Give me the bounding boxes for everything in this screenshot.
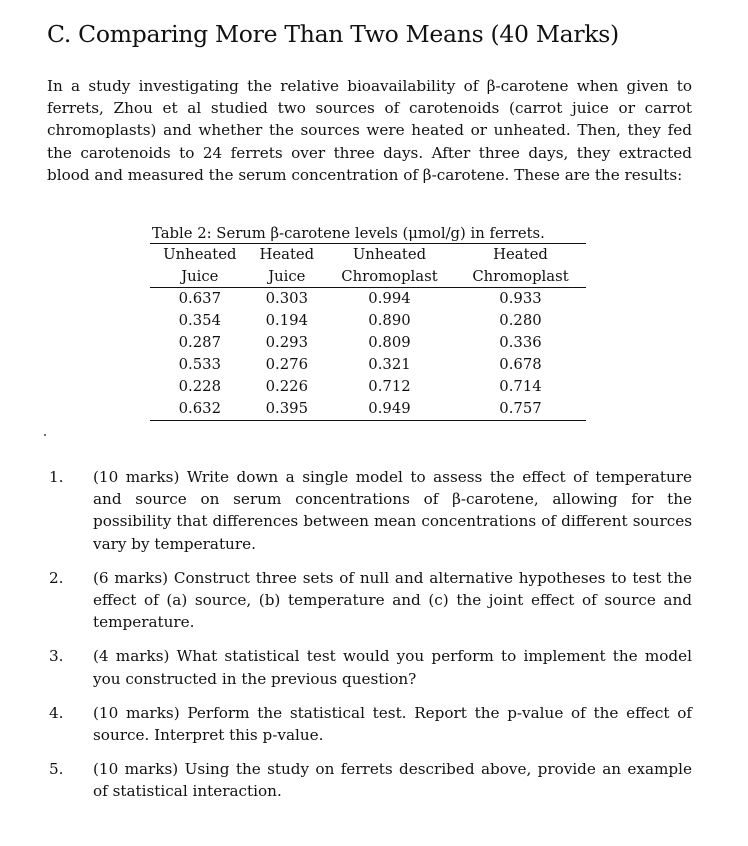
table-caption: Table 2: Serum β-carotene levels (μmol/g) in ferrets. <box>152 225 545 242</box>
column-header: Unheated <box>352 246 427 263</box>
table-cell: 0.933 <box>499 290 542 307</box>
question-item <box>47 466 692 555</box>
table-row <box>150 376 586 398</box>
question-text: (6 marks) Construct three sets of null and alternative hypotheses to test the effect of (a) source, (b) temperature and (c) the joint effect of source and temperature. <box>93 568 692 632</box>
question-text: (4 marks) What statistical test would you perform to implement the model you constructed in the previous question? <box>93 647 692 688</box>
table-cell: 0.303 <box>265 290 308 307</box>
question-item <box>47 645 692 689</box>
results-table <box>150 243 586 421</box>
table-cell: 0.949 <box>368 400 411 417</box>
table-cell: 0.678 <box>499 356 542 373</box>
section-title: C. Comparing More Than Two Means (40 Marks) <box>47 20 619 48</box>
column-header: Juice <box>150 266 250 288</box>
table-cell: 0.287 <box>178 334 222 351</box>
table-cell: 0.637 <box>178 290 222 307</box>
table-cell: 0.632 <box>178 400 222 417</box>
table-row <box>150 288 586 311</box>
table-cell: 0.533 <box>178 356 222 373</box>
table-row <box>150 332 586 354</box>
table-cell: 0.293 <box>265 334 308 351</box>
table-cell: 0.280 <box>499 312 542 329</box>
table-cell: 0.757 <box>499 400 542 417</box>
question-number: 1. <box>49 468 64 486</box>
column-header: Chromoplast <box>324 266 455 288</box>
question-list <box>47 466 692 815</box>
table-row <box>150 354 586 376</box>
question-number: 5. <box>49 760 64 779</box>
column-header: Heated <box>259 246 315 263</box>
question-item <box>47 758 692 802</box>
table-cell: 0.336 <box>499 334 542 351</box>
question-number: 2. <box>49 568 64 587</box>
table-cell: 0.890 <box>368 312 411 329</box>
column-header: Heated <box>493 246 548 263</box>
column-header: Chromoplast <box>455 266 586 288</box>
table-cell: 0.354 <box>178 312 222 329</box>
stray-dot <box>44 434 46 436</box>
table-cell: 0.395 <box>265 400 308 417</box>
table-cell: 0.226 <box>265 378 308 395</box>
question-number: 4. <box>49 703 64 722</box>
question-text: (10 marks) Perform the statistical test. Report the p-value of the effect of source. Interpret this p-value. <box>93 703 692 745</box>
table-cell: 0.994 <box>368 290 411 307</box>
question-item <box>47 702 692 746</box>
question-number: 3. <box>49 647 64 666</box>
column-header: Juice <box>250 266 324 288</box>
table-row <box>150 398 586 421</box>
question-item <box>47 567 692 634</box>
table-cell: 0.712 <box>368 378 411 395</box>
results-table-block <box>150 225 586 421</box>
intro-paragraph: In a study investigating the relative bioavailability of β-carotene when given to ferrets, Zhou et al studied two sources of carotenoids (carrot juice or carrot chromoplasts) and whether the sources were heated or unheated. Then, they fed the carotenoids to 24 ferrets over three days. After three days, they extracted blood and measured the serum concentration of β-carotene. These are the results: <box>47 77 692 184</box>
table-cell: 0.714 <box>499 378 542 395</box>
table-cell: 0.276 <box>265 356 308 373</box>
question-text: (10 marks) Using the study on ferrets described above, provide an example of statistical interaction. <box>93 760 692 801</box>
table-cell: 0.228 <box>178 378 222 395</box>
table-cell: 0.194 <box>265 312 308 329</box>
column-header: Unheated <box>163 246 237 263</box>
table-cell: 0.809 <box>368 334 411 351</box>
table-cell: 0.321 <box>368 356 411 373</box>
question-text: (10 marks) Write down a single model to assess the effect of temperature and source on serum concentrations of β-carotene, allowing for the possibility that differences between mean concentrations of different sources vary by temperature. <box>93 468 692 553</box>
table-row <box>150 310 586 332</box>
